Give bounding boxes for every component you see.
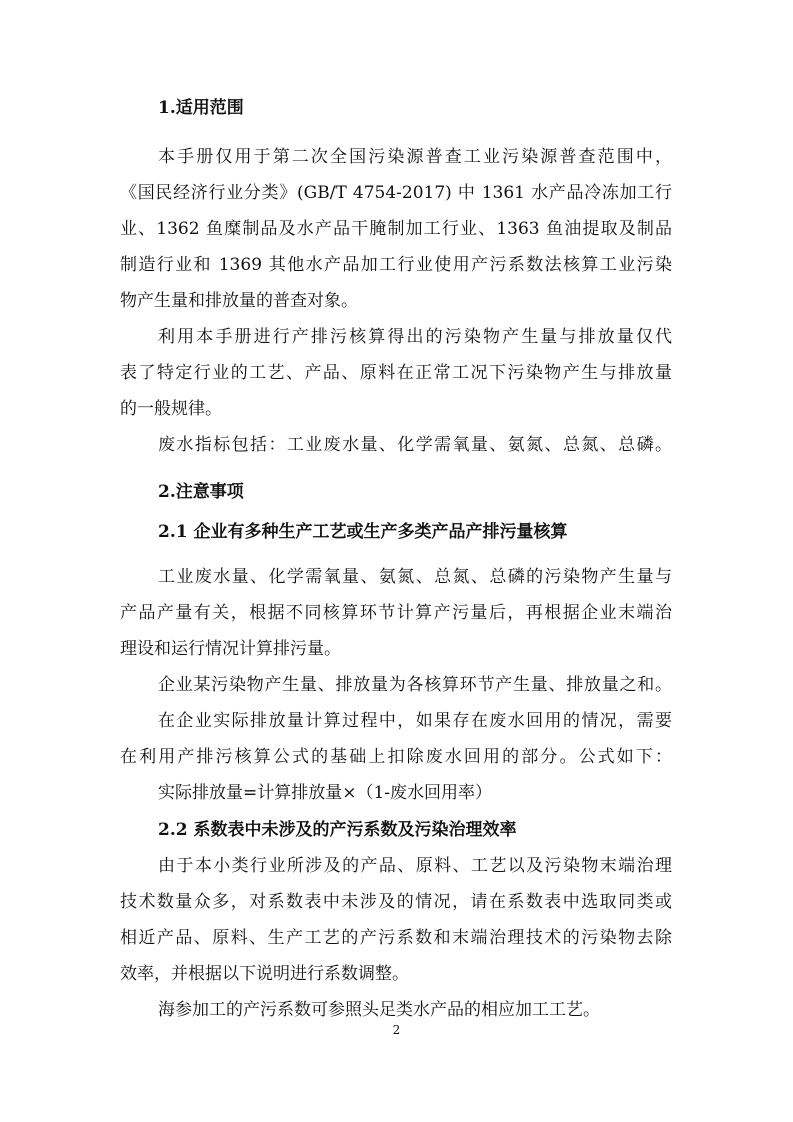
paragraph-line: 理设和运行情况计算排污量。 [120,639,341,659]
paragraph-line: 物产生量和排放量的普查对象。 [120,291,358,311]
section-1-heading: 1.适用范围 [158,98,244,118]
page-number: 2 [392,1023,401,1037]
paragraph-line: 效率，并根据以下说明进行系数调整。 [120,964,409,984]
paragraph-line: 企业某污染物产生量、排放量为各核算环节产生量、排放量之和。 [158,675,672,695]
paragraph-line: 海参加工的产污系数可参照头足类水产品的相应加工工艺。 [158,1000,600,1020]
paragraph-line: 制造行业和 1369 其他水产品加工行业使用产污系数法核算工业污染 [120,255,672,275]
formula-line: 实际排放量=计算排放量×（1-废水回用率） [158,783,493,803]
paragraph-line: 工业废水量、化学需氧量、氨氮、总氮、总磷的污染物产生量与 [158,567,672,587]
paragraph-line: 由于本小类行业所涉及的产品、原料、工艺以及污染物末端治理 [158,856,672,876]
subsection-2-2-heading: 2.2 系数表中未涉及的产污系数及污染治理效率 [158,820,517,840]
paragraph-line: 本手册仅用于第二次全国污染源普查工业污染源普查范围中， [158,147,672,167]
paragraph-line: 在企业实际排放量计算过程中，如果存在废水回用的情况，需要 [158,711,672,731]
paragraph-line: 《国民经济行业分类》(GB/T 4754-2017) 中 1361 水产品冷冻加工行 [120,183,672,203]
subsection-2-1-heading: 2.1 企业有多种生产工艺或生产多类产品产排污量核算 [158,522,568,542]
paragraph-line: 产品产量有关，根据不同核算环节计算产污量后，再根据企业末端治 [120,603,672,623]
paragraph-line: 业、1362 鱼糜制品及水产品干腌制加工行业、1363 鱼油提取及制品 [120,219,672,239]
paragraph-line: 表了特定行业的工艺、产品、原料在正常工况下污染物产生与排放量 [120,363,672,383]
section-2-heading: 2.注意事项 [158,482,244,502]
paragraph-line: 利用本手册进行产排污核算得出的污染物产生量与排放量仅代 [158,327,672,347]
paragraph-line: 相近产品、原料、生产工艺的产污系数和末端治理技术的污染物去除 [120,928,672,948]
paragraph-line: 在利用产排污核算公式的基础上扣除废水回用的部分。公式如下： [120,747,672,767]
paragraph-line: 技术数量众多，对系数表中未涉及的情况，请在系数表中选取同类或 [120,892,672,912]
paragraph-line: 废水指标包括：工业废水量、化学需氧量、氨氮、总氮、总磷。 [158,435,672,455]
paragraph-line: 的一般规律。 [120,399,222,419]
